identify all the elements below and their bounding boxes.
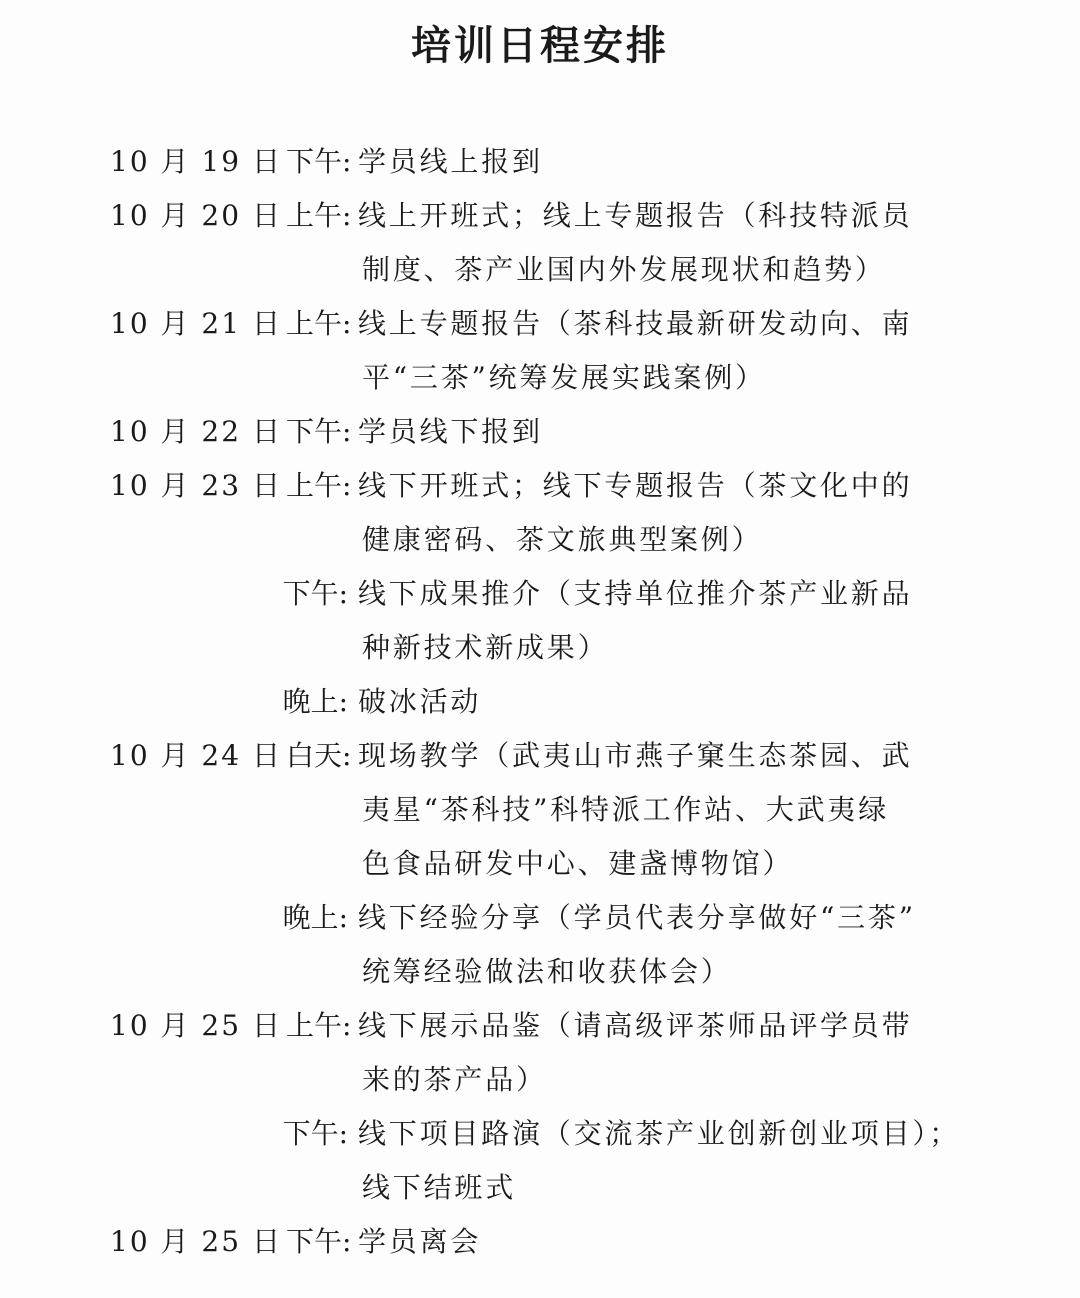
entry-period: 下午: <box>285 415 352 448</box>
entry-period: 上午: <box>285 199 352 232</box>
entry-line: 学员线上报到 <box>358 145 543 178</box>
entry-label <box>110 405 352 459</box>
entry-line: 现场教学（武夷山市燕子窠生态茶园、武 <box>358 739 913 772</box>
entry-period: 下午: <box>285 145 352 178</box>
entry-label <box>110 1107 348 1215</box>
entry-line: 夷星“茶科技”科特派工作站、大武夷绿 <box>362 793 890 826</box>
entry-period: 上午: <box>285 469 352 502</box>
entry-date: 10 月 20 日 <box>110 199 282 232</box>
entry-line: 线下开班式；线下专题报告（茶文化中的 <box>358 469 913 502</box>
entry-content <box>348 459 912 567</box>
entry-label <box>110 135 352 189</box>
entry-content <box>348 891 916 999</box>
entry-line: 线下展示品鉴（请高级评茶师品评学员带 <box>358 1009 913 1042</box>
entry-period: 上午: <box>285 1009 352 1042</box>
entry-content <box>348 675 481 729</box>
entry-content <box>348 297 912 405</box>
entry-line: 线下成果推介（支持单位推介茶产业新品 <box>358 577 913 610</box>
entry-line: 平“三茶”统筹发展实践案例） <box>362 361 766 394</box>
entry-line: 来的茶产品） <box>362 1063 547 1096</box>
entry-period: 下午: <box>285 1225 352 1258</box>
entry-date: 10 月 25 日 <box>110 1009 282 1042</box>
schedule-entry <box>110 675 940 729</box>
entry-line: 学员线下报到 <box>358 415 543 448</box>
schedule-entry <box>110 567 940 675</box>
entry-line: 线下项目路演（交流茶产业创新创业项目）； <box>358 1117 961 1150</box>
schedule-entry <box>110 891 940 999</box>
entry-period: 上午: <box>285 307 352 340</box>
entry-line: 线下经验分享（学员代表分享做好“三茶” <box>358 901 916 934</box>
schedule-entry <box>110 135 940 189</box>
entry-label <box>110 729 352 891</box>
entry-date: 10 月 23 日 <box>110 469 282 502</box>
entry-content <box>348 1107 960 1215</box>
schedule-entry <box>110 729 940 891</box>
schedule-entry <box>110 297 940 405</box>
entry-label <box>110 567 348 675</box>
entry-date: 10 月 21 日 <box>110 307 282 340</box>
schedule-entry <box>110 1107 961 1215</box>
entry-content <box>348 729 912 891</box>
entry-date: 10 月 19 日 <box>110 145 282 178</box>
entry-content <box>348 405 543 459</box>
entry-period: 下午: <box>282 1117 348 1150</box>
entry-date: 10 月 24 日 <box>110 739 282 772</box>
schedule-entry <box>110 459 940 567</box>
schedule-entry <box>110 1215 940 1269</box>
entry-content <box>348 999 912 1107</box>
entry-line: 线上开班式；线上专题报告（科技特派员 <box>358 199 913 232</box>
entry-line: 线上专题报告（茶科技最新研发动向、南 <box>358 307 913 340</box>
entry-label <box>110 189 352 297</box>
entry-line: 制度、茶产业国内外发展现状和趋势） <box>362 253 886 286</box>
entry-date: 10 月 22 日 <box>110 415 282 448</box>
schedule-entry <box>110 999 940 1107</box>
entry-label <box>110 891 348 999</box>
entry-period: 白天: <box>285 739 352 772</box>
schedule-list <box>110 135 961 1269</box>
entry-line: 健康密码、茶文旅典型案例） <box>362 523 763 556</box>
entry-line: 破冰活动 <box>358 685 482 718</box>
schedule-entry <box>110 405 940 459</box>
entry-line: 色食品研发中心、建盏博物馆） <box>362 847 794 880</box>
entry-period: 晚上: <box>282 685 348 718</box>
page-title: 培训日程安排 <box>411 22 669 69</box>
entry-period: 晚上: <box>282 901 348 934</box>
entry-content <box>348 135 543 189</box>
entry-date: 10 月 25 日 <box>110 1225 282 1258</box>
entry-line: 种新技术新成果） <box>362 631 609 664</box>
entry-line: 线下结班式 <box>362 1171 517 1204</box>
entry-period: 下午: <box>282 577 348 610</box>
entry-content <box>348 189 912 297</box>
entry-label <box>110 675 348 729</box>
entry-label <box>110 999 352 1107</box>
entry-label <box>110 1215 352 1269</box>
entry-content <box>348 1215 481 1269</box>
schedule-entry <box>110 189 940 297</box>
entry-line: 统筹经验做法和收获体会） <box>362 955 732 988</box>
entry-label <box>110 459 352 567</box>
entry-label <box>110 297 352 405</box>
entry-content <box>348 567 912 675</box>
entry-line: 学员离会 <box>358 1225 482 1258</box>
